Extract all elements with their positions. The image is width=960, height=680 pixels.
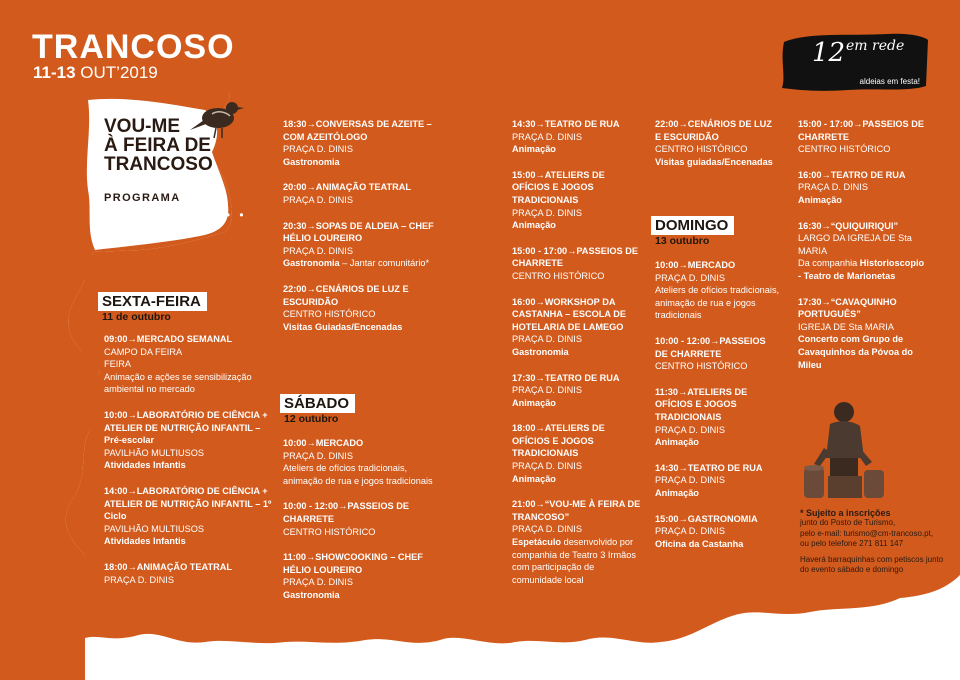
event-item bbox=[283, 500, 448, 538]
event-description bbox=[798, 257, 928, 282]
arrow-right-icon: → bbox=[821, 220, 831, 231]
event-location: PRAÇA D. DINIS bbox=[655, 424, 725, 435]
event-name: SOPAS DE ALDEIA – CHEF HÉLIO LOUREIRO bbox=[283, 220, 434, 244]
event-name: ATELIERS DE OFÍCIOS E JOGOS TRADICIONAIS bbox=[655, 386, 748, 422]
event-title bbox=[655, 462, 780, 475]
event-category: Atividades Infantis bbox=[104, 460, 186, 471]
logo-number: 12 bbox=[812, 38, 846, 68]
event-title bbox=[283, 283, 443, 308]
event-title bbox=[104, 485, 274, 523]
arrow-right-icon: → bbox=[306, 220, 316, 231]
event-item bbox=[283, 220, 443, 270]
event-name: GASTRONOMIA bbox=[687, 513, 758, 524]
event-item bbox=[655, 462, 780, 500]
sunday-afternoon-schedule bbox=[798, 118, 928, 384]
event-category: Animação bbox=[512, 473, 556, 484]
event-category: Gastronomia bbox=[283, 589, 340, 600]
event-name: CONVERSAS DE AZEITE – COM AZEITÓLOGO bbox=[283, 119, 432, 142]
intro-title-line1: VOU-ME bbox=[104, 116, 180, 137]
event-name: PASSEIOS DE CHARRETE bbox=[512, 245, 638, 269]
event-name: TEATRO DE RUA bbox=[687, 462, 763, 473]
event-item bbox=[798, 118, 928, 156]
event-time: 15:00 bbox=[655, 513, 679, 524]
event-location: PRAÇA D. DINIS bbox=[283, 194, 353, 205]
day-name-saturday: SÁBADO bbox=[280, 394, 355, 413]
event-time: 10:00 - 12:00 bbox=[283, 501, 339, 512]
event-time: 11:00 bbox=[283, 552, 306, 563]
event-name: MERCADO bbox=[315, 438, 364, 448]
event-location: PRAÇA D. DINIS bbox=[655, 272, 725, 283]
event-time: 17:30 bbox=[798, 296, 822, 307]
event-time: 16:30 bbox=[798, 220, 822, 231]
event-time: 22:00 bbox=[655, 119, 679, 129]
event-title bbox=[798, 296, 928, 321]
event-location: PAVILHÃO MULTIUSOS bbox=[104, 523, 205, 534]
event-time: 10:00 bbox=[104, 409, 128, 420]
day-banner-saturday bbox=[280, 394, 355, 425]
registration-note bbox=[800, 508, 950, 575]
event-item bbox=[104, 485, 274, 548]
event-title bbox=[655, 118, 775, 143]
event-name: PASSEIOS DE CHARRETE bbox=[798, 119, 924, 142]
friday-schedule bbox=[104, 333, 274, 599]
event-name: CENÁRIOS DE LUZ E ESCURIDÃO bbox=[655, 119, 772, 142]
arrow-right-icon: → bbox=[678, 513, 688, 524]
intro-title-line3: TRANCOSO bbox=[104, 154, 213, 175]
event-category: Concerto com Grupo de Cavaquinhos da Póvoa do Mileu bbox=[798, 334, 913, 370]
event-item bbox=[798, 169, 928, 207]
event-item bbox=[655, 259, 780, 322]
event-time: 20:00 bbox=[283, 182, 307, 193]
arrow-right-icon: → bbox=[127, 561, 137, 572]
arrow-right-icon: → bbox=[678, 386, 688, 397]
event-item bbox=[283, 283, 443, 333]
event-description bbox=[512, 536, 642, 586]
logo-script: em rede bbox=[846, 38, 905, 54]
event-name: “CAVAQUINHO PORTUGUÊS” bbox=[798, 296, 897, 320]
event-title bbox=[512, 498, 642, 523]
saturday-afternoon-schedule bbox=[512, 118, 642, 599]
event-location: PRAÇA D. DINIS bbox=[512, 131, 582, 142]
event-item bbox=[655, 386, 780, 449]
intro-title-line2: À FEIRA DE bbox=[104, 135, 211, 156]
arrow-right-icon: → bbox=[678, 260, 688, 270]
event-location: CENTRO HISTÓRICO bbox=[798, 144, 891, 155]
event-time: 15:00 - 17:00 bbox=[798, 119, 854, 129]
event-title bbox=[283, 500, 448, 525]
event-time: 10:00 - 12:00 bbox=[655, 335, 711, 346]
event-title bbox=[798, 220, 928, 233]
event-category: Visitas guiadas/Encenadas bbox=[655, 156, 773, 167]
event-time: 16:00 bbox=[512, 296, 536, 307]
event-time: 14:30 bbox=[512, 119, 536, 129]
arrow-right-icon: → bbox=[306, 119, 316, 129]
event-item bbox=[104, 333, 274, 396]
programa-dots: • • • • • • • • • • • bbox=[104, 208, 247, 222]
event-name: TEATRO DE RUA bbox=[544, 119, 620, 129]
event-location: PRAÇA D. DINIS bbox=[655, 475, 725, 486]
event-time: 22:00 bbox=[283, 283, 307, 294]
event-dates bbox=[33, 63, 158, 83]
event-name: ATELIERS DE OFÍCIOS E JOGOS TRADICIONAIS bbox=[512, 423, 605, 459]
event-desc: Da companhia bbox=[798, 258, 860, 269]
day-date-saturday: 12 outubro bbox=[284, 413, 339, 425]
event-time: 15:00 bbox=[512, 169, 536, 180]
day-date-friday: 11 de outubro bbox=[102, 311, 171, 323]
event-location: PRAÇA D. DINIS bbox=[512, 461, 582, 472]
arrow-right-icon: → bbox=[535, 119, 545, 129]
event-location: PAVILHÃO MULTIUSOS bbox=[104, 447, 205, 458]
event-category: Atividades Infantis bbox=[104, 536, 186, 547]
event-title bbox=[512, 422, 642, 460]
event-item bbox=[104, 409, 274, 472]
event-title bbox=[512, 296, 642, 334]
event-time: 16:00 bbox=[798, 169, 822, 180]
event-location: PRAÇA D. DINIS bbox=[512, 334, 582, 345]
event-time: 11:30 bbox=[655, 386, 678, 397]
event-category bbox=[283, 257, 443, 270]
event-location: CENTRO HISTÓRICO bbox=[655, 361, 748, 372]
arrow-right-icon: → bbox=[535, 423, 545, 434]
event-location: PRAÇA D. DINIS bbox=[283, 144, 353, 155]
event-title bbox=[283, 551, 448, 576]
event-location: CENTRO HISTÓRICO bbox=[283, 309, 376, 320]
event-title bbox=[283, 220, 443, 245]
day-banner-sunday bbox=[651, 216, 734, 247]
event-name: PASSEIOS DE CHARRETE bbox=[655, 335, 766, 359]
event-item bbox=[512, 169, 642, 232]
arrow-right-icon: → bbox=[127, 485, 137, 496]
event-name: TEATRO DE RUA bbox=[830, 169, 906, 180]
note-line3: ou pelo telefone 271 811 147 bbox=[800, 539, 904, 549]
event-desc2: Animação e ações se sensibilização ambiental no mercado bbox=[104, 371, 252, 395]
event-item bbox=[283, 437, 448, 487]
event-time: 18:30 bbox=[283, 119, 307, 129]
event-time: 10:00 bbox=[655, 260, 679, 270]
friday-evening-schedule bbox=[283, 118, 443, 346]
event-name: MERCADO bbox=[687, 260, 736, 270]
event-name: LABORATÓRIO DE CIÊNCIA + ATELIER DE NUTRIÇÃO INFANTIL – 1º Ciclo bbox=[104, 485, 272, 522]
event-time: 15:00 - 17:00 bbox=[512, 245, 568, 256]
event-desc: FEIRA bbox=[104, 359, 132, 370]
event-item bbox=[512, 245, 642, 283]
event-time: 14:30 bbox=[655, 462, 679, 473]
note-line1: junto do Posto de Turismo, bbox=[800, 518, 896, 528]
event-title bbox=[283, 181, 443, 194]
event-item bbox=[512, 498, 642, 586]
arrow-right-icon: → bbox=[306, 552, 316, 563]
event-time: 17:30 bbox=[512, 372, 536, 383]
event-title bbox=[512, 169, 642, 207]
event-location: LARGO DA IGREJA DE Sta MARIA bbox=[798, 233, 912, 256]
event-time: 20:30 bbox=[283, 220, 307, 231]
day-date-sunday: 13 outubro bbox=[655, 235, 710, 247]
event-title bbox=[104, 561, 274, 574]
event-location: CENTRO HISTÓRICO bbox=[512, 270, 605, 281]
event-category: Animação bbox=[512, 220, 556, 231]
event-category: Animação bbox=[512, 397, 556, 408]
event-location: CENTRO HISTÓRICO bbox=[655, 144, 748, 155]
event-desc: Ateliers de ofícios tradicionais, animação de rua e jogos tradicionais bbox=[283, 463, 433, 486]
event-location: PRAÇA D. DINIS bbox=[512, 207, 582, 218]
arrow-right-icon: → bbox=[535, 499, 545, 510]
event-title bbox=[798, 169, 928, 182]
event-location: CAMPO DA FEIRA bbox=[104, 346, 183, 357]
arrow-right-icon: → bbox=[678, 462, 688, 473]
event-time: 14:00 bbox=[104, 485, 128, 496]
event-category: Visitas Guiadas/Encenadas bbox=[283, 321, 403, 332]
event-item bbox=[655, 118, 775, 168]
event-location: IGREJA DE Sta MARIA bbox=[798, 321, 894, 332]
event-category: Gastronomia bbox=[283, 156, 340, 167]
event-title bbox=[512, 118, 642, 131]
event-category: Espetáculo bbox=[512, 537, 562, 548]
event-location: PRAÇA D. DINIS bbox=[104, 574, 174, 585]
sunday-morning-schedule bbox=[655, 259, 780, 563]
event-item bbox=[512, 296, 642, 359]
arrow-right-icon: → bbox=[535, 372, 545, 383]
event-item bbox=[655, 513, 780, 551]
event-category: Animação bbox=[655, 487, 699, 498]
event-name: WORKSHOP DA CASTANHA – ESCOLA DE HOTELARIA DE LAMEGO bbox=[512, 296, 626, 332]
saturday-morning-schedule bbox=[283, 437, 448, 615]
event-name: SHOWCOOKING – CHEF HÉLIO LOUREIRO bbox=[283, 552, 423, 575]
arrow-right-icon: → bbox=[821, 296, 831, 307]
note-line2: pelo e-mail: turismo@cm-trancoso.pt, bbox=[800, 528, 934, 538]
event-item bbox=[283, 118, 443, 168]
event-location: PRAÇA D. DINIS bbox=[283, 577, 353, 588]
event-item bbox=[283, 551, 448, 601]
event-title bbox=[655, 386, 780, 424]
arrow-right-icon: → bbox=[535, 296, 545, 307]
event-title bbox=[283, 118, 443, 143]
event-time: 09:00 bbox=[104, 334, 128, 344]
event-category: Animação bbox=[655, 437, 699, 448]
event-item bbox=[798, 296, 928, 372]
note-line4: Haverá barraquinhas com petiscos junto do evento sábado e domingo bbox=[800, 554, 944, 575]
event-title bbox=[512, 245, 642, 270]
programa-label: PROGRAMA bbox=[104, 192, 181, 204]
event-name: ANIMAÇÃO TEATRAL bbox=[315, 182, 411, 193]
event-time: 10:00 bbox=[283, 438, 307, 448]
event-name: “QUIQUIRIQUI” bbox=[830, 220, 899, 231]
saturday-night-schedule bbox=[655, 118, 775, 181]
arrow-right-icon: → bbox=[710, 335, 720, 346]
event-item bbox=[655, 335, 780, 373]
event-title bbox=[104, 333, 274, 346]
event-category: Animação bbox=[512, 144, 556, 155]
event-name: CENÁRIOS DE LUZ E ESCURIDÃO bbox=[283, 283, 409, 307]
arrow-right-icon: → bbox=[853, 119, 863, 129]
event-name: ATELIERS DE OFÍCIOS E JOGOS TRADICIONAIS bbox=[512, 169, 605, 205]
arrow-right-icon: → bbox=[127, 334, 137, 344]
event-location: PRAÇA D. DINIS bbox=[655, 526, 725, 537]
logo-label: aldeias em festa! bbox=[859, 77, 920, 86]
event-time: 18:00 bbox=[104, 561, 128, 572]
event-location: PRAÇA D. DINIS bbox=[283, 450, 353, 461]
event-location: PRAÇA D. DINIS bbox=[283, 245, 353, 256]
arrow-right-icon: → bbox=[535, 169, 545, 180]
event-title bbox=[283, 437, 448, 450]
event-time: 18:00 bbox=[512, 423, 536, 434]
day-name-sunday: DOMINGO bbox=[651, 216, 734, 235]
event-dates-month: OUT’2019 bbox=[80, 63, 158, 82]
event-name: PASSEIOS DE CHARRETE bbox=[283, 501, 409, 524]
event-desc: Ateliers de ofícios tradicionais, animação de rua e jogos tradicionais bbox=[655, 285, 780, 321]
event-category: Gastronomia bbox=[512, 346, 569, 357]
arrow-right-icon: → bbox=[127, 409, 137, 420]
event-item bbox=[283, 181, 443, 206]
event-item bbox=[512, 118, 642, 156]
day-name-friday: SEXTA-FEIRA bbox=[98, 292, 207, 311]
event-desc: desenvolvido por companhia de Teatro 3 Irmãos com participação de comunidade local bbox=[512, 537, 636, 585]
event-item bbox=[104, 561, 274, 586]
event-location: PRAÇA D. DINIS bbox=[512, 524, 582, 535]
arrow-right-icon: → bbox=[338, 501, 348, 512]
event-dates-days: 11-13 bbox=[33, 63, 76, 82]
event-name: MERCADO SEMANAL bbox=[136, 334, 233, 344]
note-head: * Sujeito a inscrições bbox=[800, 508, 891, 518]
event-category-extra: – Jantar comunitário* bbox=[339, 258, 430, 269]
event-time: 21:00 bbox=[512, 499, 536, 510]
event-name: LABORATÓRIO DE CIÊNCIA + ATELIER DE NUTRIÇÃO INFANTIL – Pré-escolar bbox=[104, 409, 268, 446]
page-title: TRANCOSO bbox=[32, 28, 235, 66]
arrow-right-icon: → bbox=[306, 283, 316, 294]
bird-icon bbox=[190, 96, 244, 140]
arrow-right-icon: → bbox=[678, 119, 688, 129]
event-title bbox=[655, 335, 780, 360]
event-title bbox=[655, 259, 780, 272]
arrow-right-icon: → bbox=[567, 245, 577, 256]
event-title bbox=[798, 118, 928, 143]
artisan-illustration-icon bbox=[794, 398, 886, 502]
event-category: Oficina da Castanha bbox=[655, 538, 744, 549]
event-item bbox=[512, 422, 642, 485]
day-banner-friday bbox=[98, 292, 207, 323]
event-item bbox=[512, 372, 642, 410]
event-title bbox=[512, 372, 642, 385]
event-category-name: Gastronomia bbox=[283, 258, 340, 269]
arrow-right-icon: → bbox=[306, 438, 316, 448]
event-name: ANIMAÇÃO TEATRAL bbox=[136, 561, 232, 572]
event-title bbox=[104, 409, 274, 447]
event-item bbox=[798, 220, 928, 283]
event-name: TEATRO DE RUA bbox=[544, 372, 620, 383]
event-name: “VOU-ME À FEIRA DE TRANCOSO” bbox=[512, 499, 641, 522]
event-location: CENTRO HISTÓRICO bbox=[283, 526, 376, 537]
event-title bbox=[655, 513, 780, 526]
event-category: Animação bbox=[798, 194, 842, 205]
event-desc-bold: Historioscopio - Teatro de Marionetas bbox=[798, 258, 925, 281]
aldeias-em-festa-logo bbox=[778, 28, 930, 96]
arrow-right-icon: → bbox=[821, 169, 831, 180]
event-location: PRAÇA D. DINIS bbox=[798, 182, 868, 193]
arrow-right-icon: → bbox=[306, 182, 316, 193]
event-location: PRAÇA D. DINIS bbox=[512, 385, 582, 396]
